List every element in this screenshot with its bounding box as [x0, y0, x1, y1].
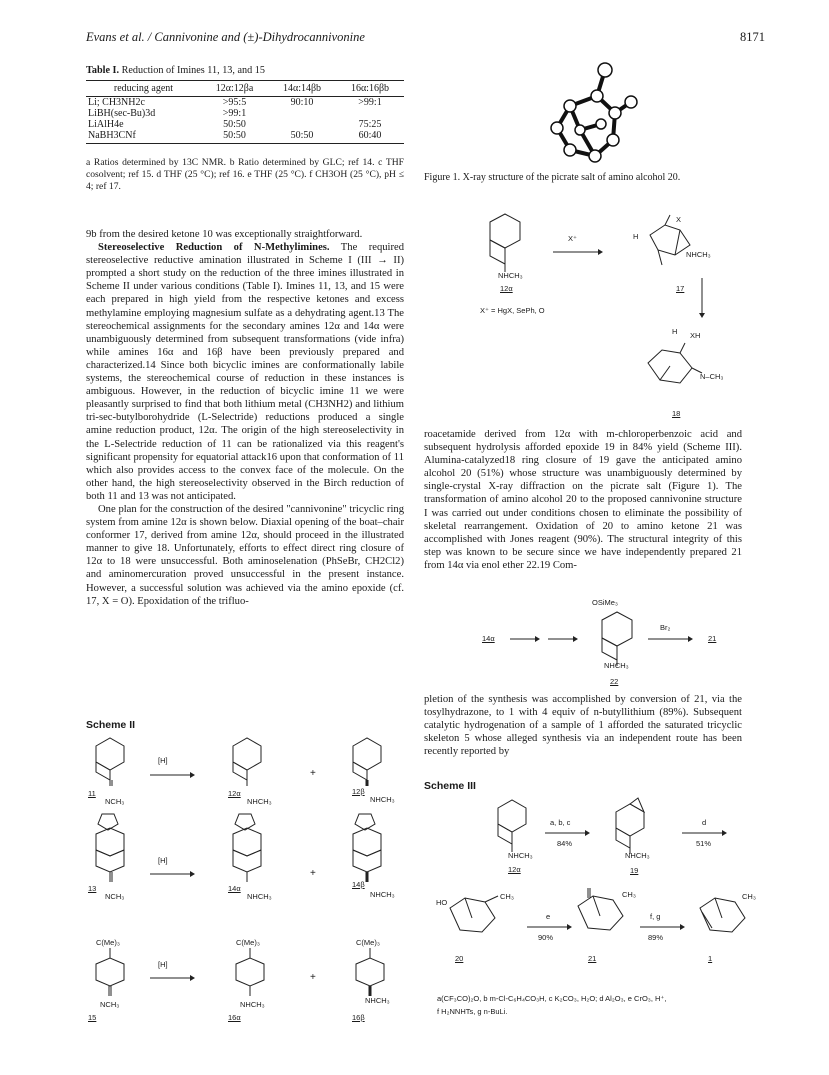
reagents-fg: f, g	[650, 912, 661, 921]
label-cme3: C(Me)₃	[236, 938, 260, 947]
compound-label-12b: 12β	[352, 787, 365, 796]
table-row: LiBH(sec-Bu)3d >99:1	[88, 108, 247, 119]
table-header: 16α:16βb	[336, 81, 404, 97]
reduction-table	[86, 80, 404, 144]
reagent-d: d	[702, 818, 707, 827]
xray-structure-figure	[535, 58, 645, 168]
yield-90: 90%	[538, 933, 554, 942]
reagents-legend-1: a(CF₃CO)₂O, b m-Cl-C₆H₄CO₃H, c K₂CO₃, H₂O; d Al₂O₃, e CrO₃, H⁺,	[437, 994, 667, 1003]
molecule-17	[640, 210, 700, 270]
molecule-19	[606, 802, 661, 857]
compound-label-12a: 12α	[228, 789, 241, 798]
compound-label-17: 17	[676, 284, 685, 293]
table-row: NaBH3CNf 50:50 50:50 60:40	[86, 130, 404, 144]
arrow-to-17	[553, 247, 603, 257]
compound-label-19: 19	[630, 866, 639, 875]
label-n-ch3: N–CH₃	[700, 372, 724, 381]
label-ch3: CH₃	[622, 890, 636, 899]
label-nch3: NCH₃	[105, 892, 125, 901]
arrow-to-21-s3	[527, 922, 572, 932]
label-nhch3: NHCH₃	[365, 996, 390, 1005]
table-row: Li; CH3NH2c >95:5 90:10 >99:1	[88, 97, 382, 108]
label-h-18: H	[672, 327, 678, 336]
x-plus-note: X⁺ = HgX, SePh, O	[480, 306, 545, 315]
molecule-12a-s3	[488, 800, 538, 855]
molecule-15	[92, 948, 132, 998]
molecule-12a	[225, 736, 275, 786]
table-footnote: a Ratios determined by 13C NMR. b Ratio determined by GLC; ref 14. c THF cosolvent; ref 15. d THF (25 °C); ref 16. e THF (25 °C). f CH3OH (25 °C), pH ≤ 4; ref 17.	[86, 157, 404, 192]
reagents-abc: a, b, c	[550, 818, 571, 827]
right-column-text-2: pletion of the synthesis was accomplished by conversion of 21, via the tosylhydrazone, to 1 with 4 equiv of n-butyllithium (89%). Subsequent catalytic hydrogenation of a sample of 1 afforded the saturated tricyclic skeleton 5 whose alleged synthesis via an independent route has been recently reported by	[424, 694, 742, 758]
label-nch3: NCH₃	[100, 1000, 120, 1009]
reagent-h: [H]	[158, 960, 168, 969]
label-nhch3: NHCH₃	[240, 1000, 265, 1009]
label-nch3: NCH₃	[105, 797, 125, 806]
molecule-14b	[345, 810, 395, 890]
compound-label-20: 20	[455, 954, 464, 963]
arrow-row3	[150, 973, 195, 983]
label-cme3: C(Me)₃	[356, 938, 380, 947]
yield-84: 84%	[557, 839, 573, 848]
molecule-12b	[345, 736, 395, 786]
compound-label-15: 15	[88, 1013, 97, 1022]
reagent-x-plus: X⁺	[568, 234, 577, 243]
compound-label-18: 18	[672, 409, 681, 418]
label-nhch3: NHCH₃	[247, 892, 272, 901]
running-header: Evans et al. / Cannivonine and (±)-Dihydrocannivonine	[86, 30, 365, 44]
molecule-16a	[232, 948, 272, 998]
plus-sign: +	[310, 768, 316, 779]
molecule-16b	[352, 948, 392, 998]
label-nhch3: NHCH₃	[247, 797, 272, 806]
scheme3-title: Scheme III	[424, 780, 476, 792]
table-header: 12α:12βa	[201, 81, 268, 97]
paragraph: One plan for the construction of the desired "cannivonine" tricyclic ring system from amine 12α is shown below. Diaxial opening of the boat–chair conformer 17, derived from amine 12α, should proceed in the illustrated manner to give 18. Unfortunately, efforts to effect direct ring closure of 12α to 18 were unsuccessful. Both aminoselenation (PhSeBr, CH2Cl2) and aminomercuration proved unsuccessful in the present instance. However, a successful solution was achieved via the amino epoxide (cf. 17, X = O). Epoxidation of the trifluo-	[86, 503, 404, 607]
table-row: LiAlH4e 50:50 75:25	[88, 119, 382, 130]
label-nhch3: NHCH₃	[625, 851, 650, 860]
arrow-to-20	[682, 828, 727, 838]
left-column-text	[86, 228, 404, 608]
molecule-11	[88, 736, 138, 786]
right-column-text-1: roacetamide derived from 12α with m-chloroperbenzoic acid and subsequent hydrolysis afforded epoxide 19 in 84% yield (Scheme III). Alumina-catalyzed18 ring closure of 19 gave the anticipated amino alcohol 20 (51%) whose structure was unambiguously determined by single-crystal X-ray diffraction on the picrate salt (Figure 1). The transformation of amino alcohol 20 to the proposed cannivonine structure I was carried out under conditions chosen to eliminate the possibility of skeletal rearrangement. Oxidation of 20 to amino ketone 21 was accomplished with Jones reagent (90%). The structural integrity of this step was known to be secure since we have independently prepared 21 from 14α via enol ether 22.19 Com-	[424, 429, 742, 571]
compound-label-12a-s3: 12α	[508, 865, 521, 874]
arrow-to-21	[648, 634, 693, 644]
reagent-h: [H]	[158, 856, 168, 865]
label-osime3: OSiMe₃	[592, 598, 618, 607]
arrows-to-22	[510, 634, 590, 644]
compound-label-14a: 14α	[228, 884, 241, 893]
table-header: 14α:14βb	[268, 81, 336, 97]
arrow-to-19	[545, 828, 590, 838]
compound-label-22: 22	[610, 677, 619, 686]
figure1-caption: Figure 1. X-ray structure of the picrate salt of amino alcohol 20.	[424, 172, 681, 183]
reagent-br2: Br₂	[660, 623, 671, 632]
reagent-e: e	[546, 912, 551, 921]
label-ch3: CH₃	[742, 892, 756, 901]
molecule-18	[640, 338, 710, 393]
compound-label-21: 21	[708, 634, 717, 643]
compound-label-21-s3: 21	[588, 954, 597, 963]
page-number: 8171	[740, 30, 765, 44]
label-ho: HO	[436, 898, 448, 907]
compound-label-14b: 14β	[352, 880, 365, 889]
molecule-13	[88, 810, 138, 890]
label-nhch3: NHCH₃	[370, 795, 395, 804]
scheme2-title: Scheme II	[86, 719, 136, 731]
yield-51: 51%	[696, 839, 712, 848]
compound-label-14a: 14α	[482, 634, 495, 643]
paragraph: Stereoselective Reduction of N-Methylimines. The required stereoselective reductive amination illustrated in Scheme I (III → II) prompted a short study on the reduction of the three imines illustrated in Scheme II under various conditions (Table I). Imines 11, 13, and 15 were each prepared in high yield from the respective ketones and excess methylamine employing magnesium sulfate as a dehydrating agent.13 The stereochemical assignments for the secondary amines 12α and 14α were unambiguously determined from subsequent transformations (vide infra) while amines 16α and 16β have been previously prepared and characterized.14 Since both bicyclic imines are conformationally labile systems, the stereochemical course of reduction in these instances is ambiguous. However, in the reduction of bicyclic imine 11 we were pleasantly surprised to find that both lithium metal (CH3NH2) and lithium tri-sec-butylborohydride (L-Selectride) reductions produced a single amine reduction product, 12α. The origin of the high stereoselectivity in the L-Selectride reduction of 11 can be rationalized via this reagent's significant propensity for equatorial attack16 upon that conformation of 11 which also provides access to the convex face of the molecule. On the other hand, the high stereoselectivity observed in the Birch reduction of both 11 and 13 was not anticipated.	[86, 242, 405, 502]
paragraph: 9b from the desired ketone 10 was exceptionally straightforward.	[86, 229, 363, 240]
compound-label-13: 13	[88, 884, 97, 893]
label-nhch3-22: NHCH₃	[604, 661, 629, 670]
label-xh: XH	[690, 331, 701, 340]
compound-label-12a: 12α	[500, 284, 513, 293]
table-header: reducing agent	[86, 81, 201, 97]
reagents-legend-2: f H₂NNHTs, g n-BuLi.	[437, 1007, 508, 1016]
label-nhch3: NHCH₃	[498, 271, 523, 280]
reagent-h: [H]	[158, 756, 168, 765]
molecule-14a	[225, 810, 275, 890]
label-ch3: CH₃	[500, 892, 514, 901]
yield-89: 89%	[648, 933, 664, 942]
table-caption: Table I. Reduction of Imines 11, 13, and 15	[86, 65, 265, 76]
compound-label-11: 11	[88, 789, 96, 798]
label-nhch3: NHCH₃	[508, 851, 533, 860]
label-cme3: C(Me)₃	[96, 938, 120, 947]
plus-sign: +	[310, 972, 316, 983]
label-nhch3-17: NHCH₃	[686, 250, 711, 259]
compound-label-16b: 16β	[352, 1013, 365, 1022]
compound-label-16a: 16α	[228, 1013, 241, 1022]
label-x: X	[676, 215, 682, 224]
compound-label-1: 1	[708, 954, 713, 963]
arrow-to-18	[697, 278, 707, 318]
plus-sign: +	[310, 868, 316, 879]
label-nhch3: NHCH₃	[370, 890, 395, 899]
arrow-to-1	[640, 922, 685, 932]
section-heading: Stereoselective Reduction of N-Methylimines.	[98, 242, 330, 254]
arrow-row2	[150, 869, 195, 879]
arrow-row1	[150, 770, 195, 780]
label-h: H	[633, 232, 639, 241]
